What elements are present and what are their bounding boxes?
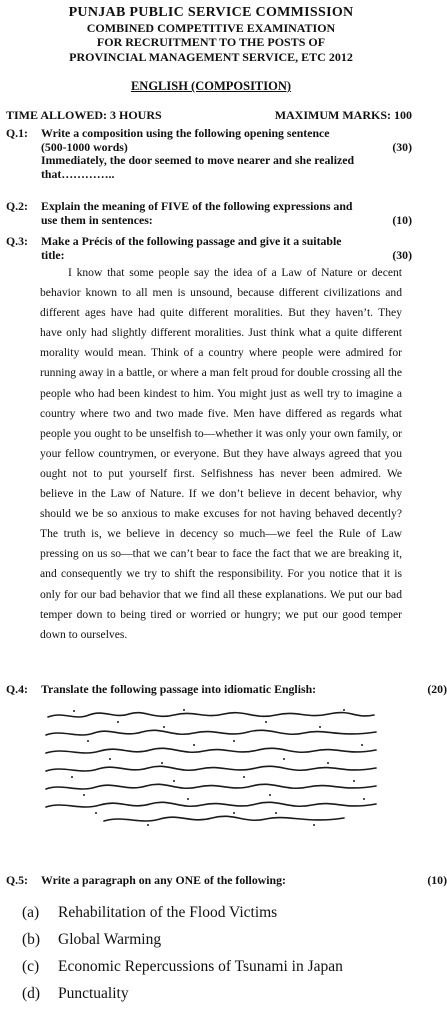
- paper-header: [0, 6, 422, 64]
- question-5: [6, 873, 447, 890]
- question-marks: (30): [392, 247, 412, 262]
- question-marks: (30): [392, 139, 412, 154]
- precis-passage: [40, 263, 402, 645]
- question-line: Immediately, the door seemed to move nearer and she realized: [41, 153, 355, 167]
- question-4: [6, 682, 447, 699]
- time-allowed: TIME ALLOWED: 3 HOURS: [6, 108, 162, 122]
- question-1: [6, 127, 412, 197]
- recruitment-line: FOR RECRUITMENT TO THE POSTS OF: [96, 35, 326, 49]
- question-line: Translate the following passage into idiomatic English:: [41, 682, 317, 696]
- topic-option-c: [22, 958, 343, 985]
- question-line-with-marks: [41, 141, 412, 155]
- urdu-passage-image: [44, 707, 378, 827]
- question-line: Write a composition using the following opening sentence: [41, 126, 330, 140]
- question-line: Make a Précis of the following passage and give it a suitable: [41, 234, 342, 248]
- question-marks: (10): [427, 873, 447, 887]
- question-number: Q.1:: [6, 126, 28, 140]
- question-line: use them in sentences:: [41, 212, 153, 227]
- paragraph-topics: [22, 904, 343, 1012]
- question-text: [41, 200, 412, 227]
- question-number: Q.2:: [6, 199, 28, 213]
- option-label: (a): [22, 904, 40, 921]
- urdu-script-drawing: [44, 707, 378, 827]
- option-text: Punctuality: [58, 985, 129, 1002]
- option-label: (b): [22, 931, 41, 948]
- passage-text: I know that some people say the idea of a Law of Nature or decent behavior known to all men is unsound, because different civilizations and different ages have had quite different moralities. But they haven’t. They have only had slightly different moralities. Just think what a quite different morality would mean. Think of a country where people were admired for running away in a battle, or where a man felt proud for double crossing all the people who had been kindest to him. You might just as well try to imagine a country where two and two made five. Men have differed as regards what people you ought to be unselfish to—whether it was only your own family, or your fellow countrymen, or everyone. But they have always agreed that you ought not to put yourself first. Selfishness has never been admired. We believe in the Law of Nature. If we don’t believe in decent behavior, why should we be so anxious to make excuses for not having behaved decently? The truth is, we believe in decency so much—we feel the Rule of Law pressing on us so—that we can’t bear to face the fact that we are breaking it, and consequently we try to shift the responsibility. For you notice that it is only for our bad behavior that we find all these explanations. We put our bad temper down to being tired or worried or hungry; we put our good temper down to ourselves.: [40, 266, 402, 641]
- topic-option-d: [22, 985, 343, 1012]
- question-line: Explain the meaning of FIVE of the following expressions and: [41, 199, 353, 213]
- service-line: PROVINCIAL MANAGEMENT SERVICE, ETC 2012: [69, 49, 353, 64]
- maximum-marks: MAXIMUM MARKS: 100: [274, 108, 412, 122]
- subject-title: ENGLISH (COMPOSITION): [130, 79, 292, 93]
- option-text: Rehabilitation of the Flood Victims: [58, 904, 278, 921]
- question-line-with-marks: [41, 214, 412, 228]
- question-text: [41, 683, 447, 697]
- question-line: that…………..: [41, 166, 115, 181]
- exam-name: COMBINED COMPETITIVE EXAMINATION: [86, 20, 336, 35]
- question-line: Write a paragraph on any ONE of the following:: [41, 873, 286, 887]
- question-line: title:: [41, 247, 65, 262]
- option-text: Global Warming: [58, 931, 162, 948]
- question-number: Q.4:: [6, 682, 28, 696]
- question-marks: (10): [392, 212, 412, 227]
- question-line: (500-1000 words): [41, 139, 128, 154]
- topic-option-b: [22, 931, 343, 958]
- question-2: [6, 200, 412, 230]
- question-marks: (20): [427, 682, 447, 696]
- question-line-with-marks: [41, 249, 412, 263]
- commission-name: PUNJAB PUBLIC SERVICE COMMISSION: [68, 5, 354, 20]
- option-label: (d): [22, 985, 41, 1002]
- option-label: (c): [22, 958, 40, 975]
- topic-option-a: [22, 904, 343, 931]
- option-text: Economic Repercussions of Tsunami in Japan: [58, 958, 343, 975]
- question-3: [6, 235, 412, 265]
- question-number: Q.3:: [6, 234, 28, 248]
- question-text: [41, 235, 412, 262]
- question-number: Q.5:: [6, 873, 28, 887]
- question-text: [41, 127, 412, 181]
- question-text: [41, 874, 447, 888]
